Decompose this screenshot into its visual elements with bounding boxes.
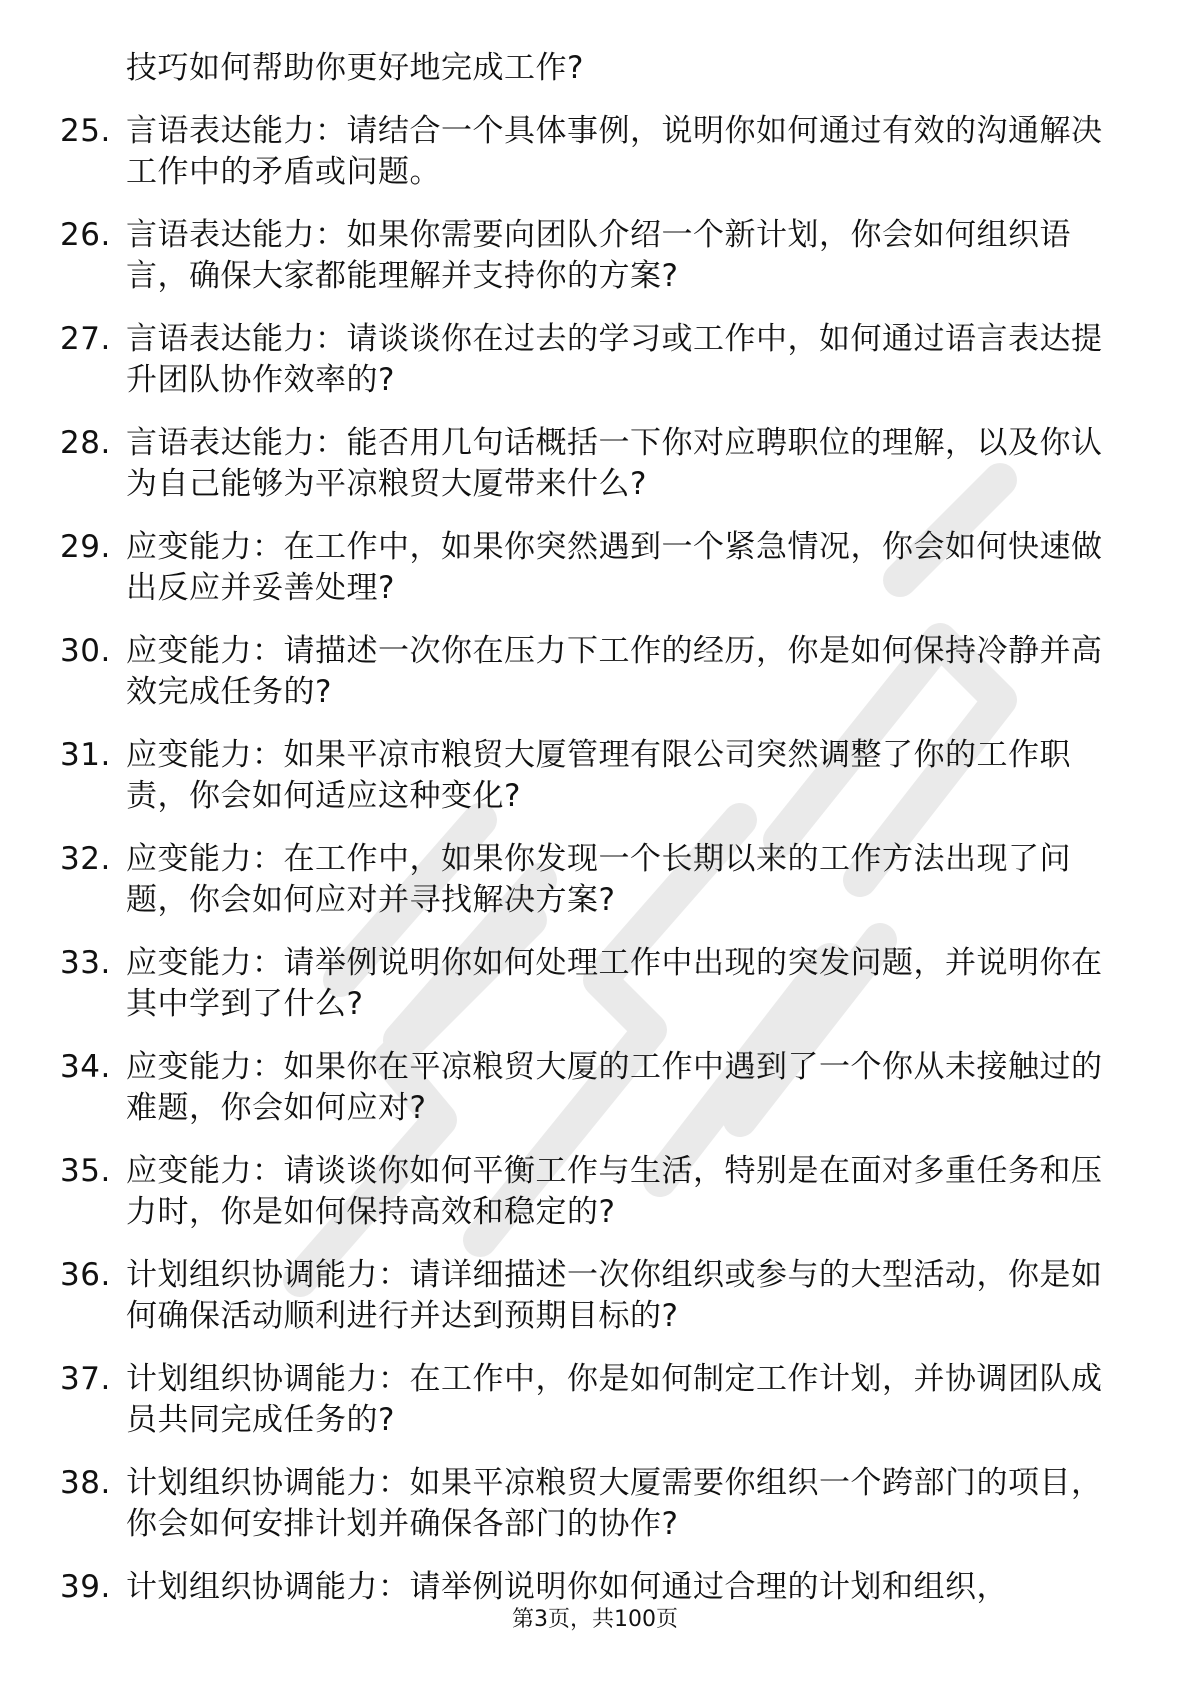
question-text: 言语表达能力：能否用几句话概括一下你对应聘职位的理解，以及你认为自己能够为平凉粮贸大厦带来什么?: [126, 425, 1103, 502]
list-item: [60, 1463, 1120, 1545]
question-text: 言语表达能力：请结合一个具体事例，说明你如何通过有效的沟通解决工作中的矛盾或问题。: [126, 113, 1103, 190]
question-number: 29.: [60, 529, 111, 565]
question-text: 应变能力：请描述一次你在压力下工作的经历，你是如何保持冷静并高效完成任务的?: [126, 633, 1103, 710]
question-content: [60, 48, 1120, 1630]
question-text: 计划组织协调能力：如果平凉粮贸大厦需要你组织一个跨部门的项目，你会如何安排计划并确保各部门的协作?: [126, 1465, 1103, 1542]
question-text: 计划组织协调能力：在工作中，你是如何制定工作计划，并协调团队成员共同完成任务的?: [126, 1361, 1103, 1438]
list-item: [60, 423, 1120, 505]
question-number: 28.: [60, 425, 111, 461]
question-text: 计划组织协调能力：请详细描述一次你组织或参与的大型活动，你是如何确保活动顺利进行并达到预期目标的?: [126, 1257, 1103, 1334]
list-item: [60, 1359, 1120, 1441]
question-number: 27.: [60, 321, 111, 357]
list-item: [60, 631, 1120, 713]
question-text: 应变能力：在工作中，如果你突然遇到一个紧急情况，你会如何快速做出反应并妥善处理?: [126, 529, 1103, 606]
question-number: 30.: [60, 633, 111, 669]
page-footer: 第3页，共100页: [512, 1607, 678, 1632]
question-number: 33.: [60, 945, 111, 981]
question-number: 26.: [60, 217, 111, 253]
question-text: 言语表达能力：请谈谈你在过去的学习或工作中，如何通过语言表达提升团队协作效率的?: [126, 321, 1103, 398]
question-number: 25.: [60, 113, 111, 149]
question-text: 应变能力：如果你在平凉粮贸大厦的工作中遇到了一个你从未接触过的难题，你会如何应对?: [126, 1049, 1103, 1126]
question-number: 31.: [60, 737, 111, 773]
list-item: [60, 319, 1120, 401]
question-text: 应变能力：请谈谈你如何平衡工作与生活，特别是在面对多重任务和压力时，你是如何保持高效和稳定的?: [126, 1153, 1103, 1230]
question-number: 35.: [60, 1153, 111, 1189]
list-item: [60, 1255, 1120, 1337]
question-text: 应变能力：在工作中，如果你发现一个长期以来的工作方法出现了问题，你会如何应对并寻找解决方案?: [126, 841, 1071, 918]
list-item: [60, 111, 1120, 193]
question-number: 36.: [60, 1257, 111, 1293]
list-item: [60, 1151, 1120, 1233]
question-number: 34.: [60, 1049, 111, 1085]
continuation-text: 技巧如何帮助你更好地完成工作?: [126, 50, 584, 86]
list-item: [60, 527, 1120, 609]
list-item: [60, 1047, 1120, 1129]
question-number: 38.: [60, 1465, 111, 1501]
question-number: 39.: [60, 1569, 111, 1605]
list-item: [60, 1567, 1120, 1608]
list-item: [60, 839, 1120, 921]
question-text: 计划组织协调能力：请举例说明你如何通过合理的计划和组织，: [126, 1569, 1008, 1605]
list-item: [60, 943, 1120, 1025]
question-text: 应变能力：请举例说明你如何处理工作中出现的突发问题，并说明你在其中学到了什么?: [126, 945, 1103, 1022]
list-item: [60, 735, 1120, 817]
question-text: 言语表达能力：如果你需要向团队介绍一个新计划，你会如何组织语言，确保大家都能理解并支持你的方案?: [126, 217, 1071, 294]
question-number: 32.: [60, 841, 111, 877]
list-item: [60, 215, 1120, 297]
question-list: [60, 111, 1120, 1608]
question-text: 应变能力：如果平凉市粮贸大厦管理有限公司突然调整了你的工作职责，你会如何适应这种变化?: [126, 737, 1071, 814]
question-number: 37.: [60, 1361, 111, 1397]
